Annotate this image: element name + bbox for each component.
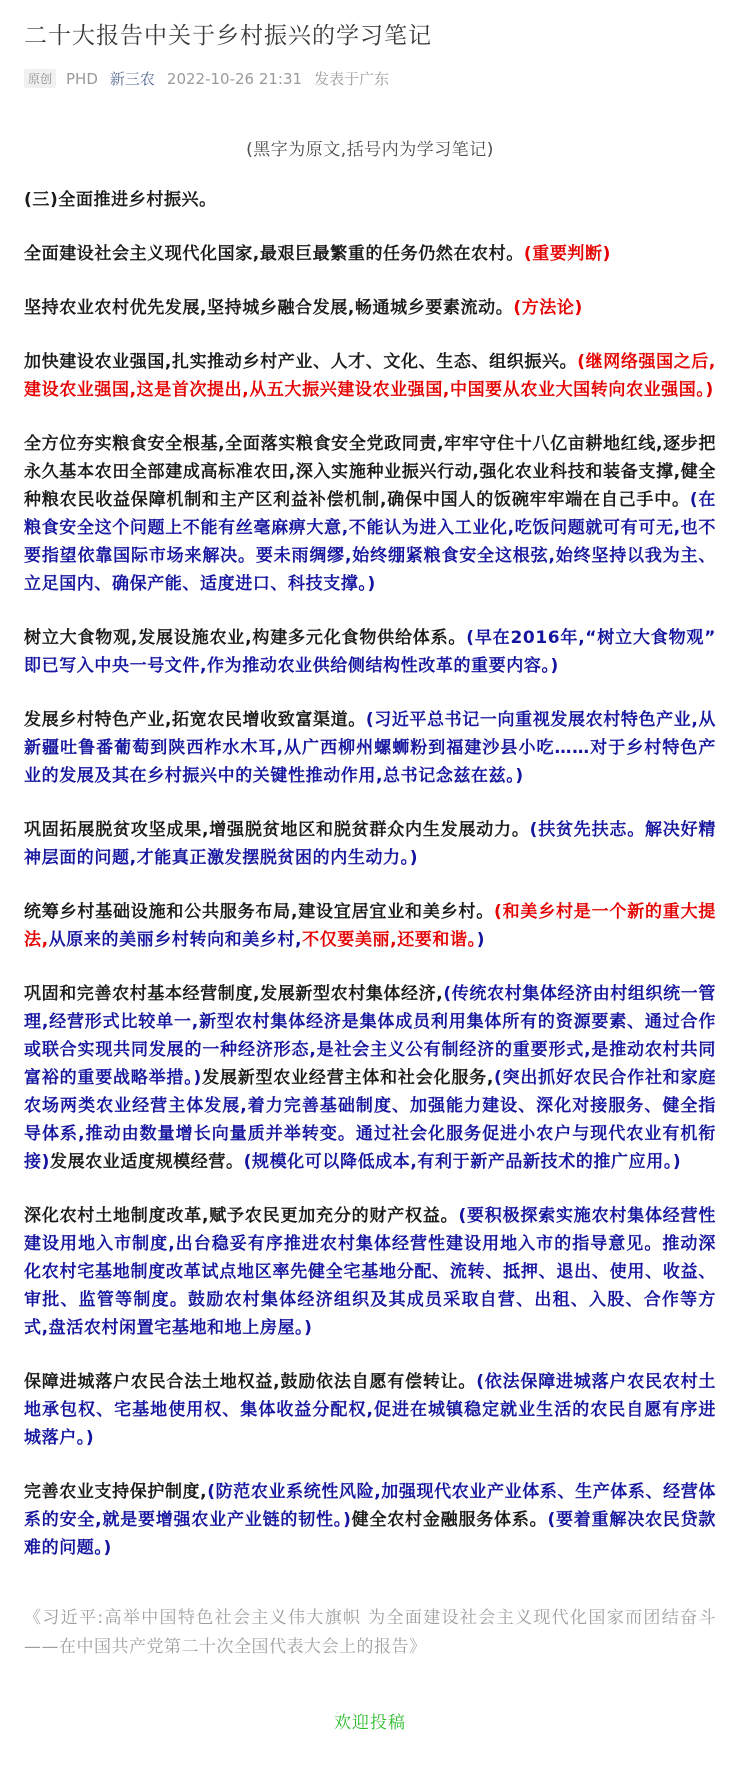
text-segment-blue: (传统农村集体经济由村组织统一管理,经营形式比较单一,新型农村集体经济是集体成员利用集体所有的资源要素、通过合作或联合实现共同发展的一种经济形态,是社会主义公有制经济的重要形式,是推动农村共同富裕的重要战略举措。) xyxy=(24,984,716,1089)
text-segment-black: 全方位夯实粮食安全根基,全面落实粮食安全党政同责,牢牢守住十八亿亩耕地红线,逐步把永久基本农田全部建成高标准农田,深入实施种业振兴行动,强化农业科技和装备支撑,健全种粮农民收益保障机制和主产区利益补偿机制,确保中国人的饭碗牢牢端在自己手中。 xyxy=(24,434,716,511)
article-paragraph xyxy=(24,240,716,268)
article-paragraph xyxy=(24,1368,716,1452)
article-body xyxy=(24,186,716,1562)
text-segment-blue: (扶贫先扶志。解决好精神层面的问题,才能真正激发摆脱贫困的内生动力。) xyxy=(24,820,717,869)
article-paragraph xyxy=(24,898,716,954)
text-segment-blue: 从原来的美丽乡村转向和美乡村, xyxy=(48,930,303,951)
article-paragraph xyxy=(24,706,716,790)
text-segment-black: 树立大食物观,发展设施农业,构建多元化食物供给体系。 xyxy=(24,628,467,649)
text-segment-blue: (早在2016年,“树立大食物观”即已写入中央一号文件,作为推动农业供给侧结构性改革的重要内容。) xyxy=(24,628,717,677)
text-segment-blue: (规模化可以降低成本,有利于新产品新技术的推广应用。) xyxy=(243,1152,682,1173)
author-name: PHD xyxy=(66,69,98,88)
article-paragraph xyxy=(24,348,716,404)
text-segment-black: 发展乡村特色产业,拓宽农民增收致富渠道。 xyxy=(24,710,366,731)
text-segment-black: 深化农村土地制度改革,赋予农民更加充分的财产权益。 xyxy=(24,1206,459,1227)
article-paragraph xyxy=(24,186,716,214)
text-segment-black: 加快建设农业强国,扎实推动乡村产业、人才、文化、生态、组织振兴。 xyxy=(24,352,578,373)
article-title: 二十大报告中关于乡村振兴的学习笔记 xyxy=(24,23,432,49)
article-paragraph xyxy=(24,1478,716,1562)
account-link[interactable]: 新三农 xyxy=(109,70,155,89)
text-segment-black: 健全农村金融服务体系。 xyxy=(351,1510,548,1531)
article-paragraph xyxy=(24,294,716,322)
text-segment-blue: (突出抓好农民合作社和家庭农场两类农业经营主体发展,着力完善基础制度、加强能力建设、深化对接服务、健全指导体系,推动由数量增长向量质并举转变。通过社会化服务促进小农户与现代农业有机衔接) xyxy=(24,1068,716,1173)
text-segment-blue: ) xyxy=(476,930,486,951)
publish-location: 发表于广东 xyxy=(314,70,390,89)
text-segment-red: (和美乡村是一个新的重大提法, xyxy=(24,902,716,951)
text-segment-black: 巩固和完善农村基本经营制度,发展新型农村集体经济, xyxy=(24,984,444,1005)
text-segment-black: 坚持农业农村优先发展,坚持城乡融合发展,畅通城乡要素流动。 xyxy=(24,298,514,319)
text-segment-black: 完善农业支持保护制度, xyxy=(24,1482,208,1503)
text-segment-blue: (要积极探索实施农村集体经营性建设用地入市制度,出台稳妥有序推进农村集体经营性建设用地入市的指导意见。推动深化农村宅基地制度改革试点地区率先健全宅基地分配、流转、抵押、退出、使用、收益、审批、监管等制度。鼓励农村集体经济组织及其成员采取自营、出租、入股、合作等方式,盘活农村闲置宅基地和地上房屋。) xyxy=(24,1206,716,1339)
text-segment-blue: (在粮食安全这个问题上不能有丝毫麻痹大意,不能认为进入工业化,吃饭问题就可有可无,也不要指望依靠国际市场来解决。要未雨绸缪,始终绷紧粮食安全这根弦,始终坚持以我为主、立足国内、确保产能、适度进口、科技支撑。) xyxy=(24,490,716,595)
original-badge[interactable]: 原创 xyxy=(24,69,56,88)
text-segment-red: (方法论) xyxy=(513,298,583,319)
article-paragraph xyxy=(24,980,716,1176)
text-segment-blue: (要着重解决农民贷款难的问题。) xyxy=(24,1510,716,1559)
text-segment-red: 不仅要美丽,还要和谐。 xyxy=(302,930,477,951)
publish-datetime: 2022-10-26 21:31 xyxy=(166,69,303,88)
article-paragraph xyxy=(24,816,716,872)
text-segment-black: 保障进城落户农民合法土地权益,鼓励依法自愿有偿转让。 xyxy=(24,1372,477,1393)
footer xyxy=(24,1708,716,1733)
source-citation: 《习近平:高举中国特色社会主义伟大旗帜 为全面建设社会主义现代化国家而团结奋斗——在中国共产党第二十次全国代表大会上的报告》 xyxy=(24,1608,716,1658)
text-segment-black: 发展农业适度规模经营。 xyxy=(49,1152,244,1173)
article-paragraph xyxy=(24,1202,716,1342)
article-paragraph xyxy=(24,430,716,598)
text-segment-black: 发展新型农业经营主体和社会化服务, xyxy=(201,1068,494,1089)
text-segment-black: 全面建设社会主义现代化国家,最艰巨最繁重的任务仍然在农村。 xyxy=(24,244,524,265)
legend-note: (黑字为原文,括号内为学习笔记) xyxy=(246,140,494,161)
text-segment-red: (继网络强国之后,建设农业强国,这是首次提出,从五大振兴建设农业强国,中国要从农业大国转向农业强国。) xyxy=(24,352,716,401)
text-segment-blue: (习近平总书记一向重视发展农村特色产业,从新疆吐鲁番葡萄到陕西柞水木耳,从广西柳州螺蛳粉到福建沙县小吃……对于乡村特色产业的发展及其在乡村振兴中的关键性推动作用,总书记念兹在兹。) xyxy=(24,710,716,787)
submit-contribution-link[interactable]: 欢迎投稿 xyxy=(334,1713,406,1734)
article-paragraph xyxy=(24,624,716,680)
text-segment-blue: (依法保障进城落户农民农村土地承包权、宅基地使用权、集体收益分配权,促进在城镇稳定就业生活的农民自愿有序进城落户。) xyxy=(24,1372,716,1449)
text-segment-red: (重要判断) xyxy=(523,244,611,265)
text-segment-blue: (防范农业系统性风险,加强现代农业产业体系、生产体系、经营体系的安全,就是要增强农业产业链的韧性。) xyxy=(24,1482,716,1531)
text-segment-black: (三)全面推进乡村振兴。 xyxy=(24,190,217,211)
text-segment-black: 巩固拓展脱贫攻坚成果,增强脱贫地区和脱贫群众内生发展动力。 xyxy=(24,820,530,841)
byline xyxy=(24,68,716,89)
text-segment-black: 统筹乡村基础设施和公共服务布局,建设宜居宜业和美乡村。 xyxy=(24,902,495,923)
